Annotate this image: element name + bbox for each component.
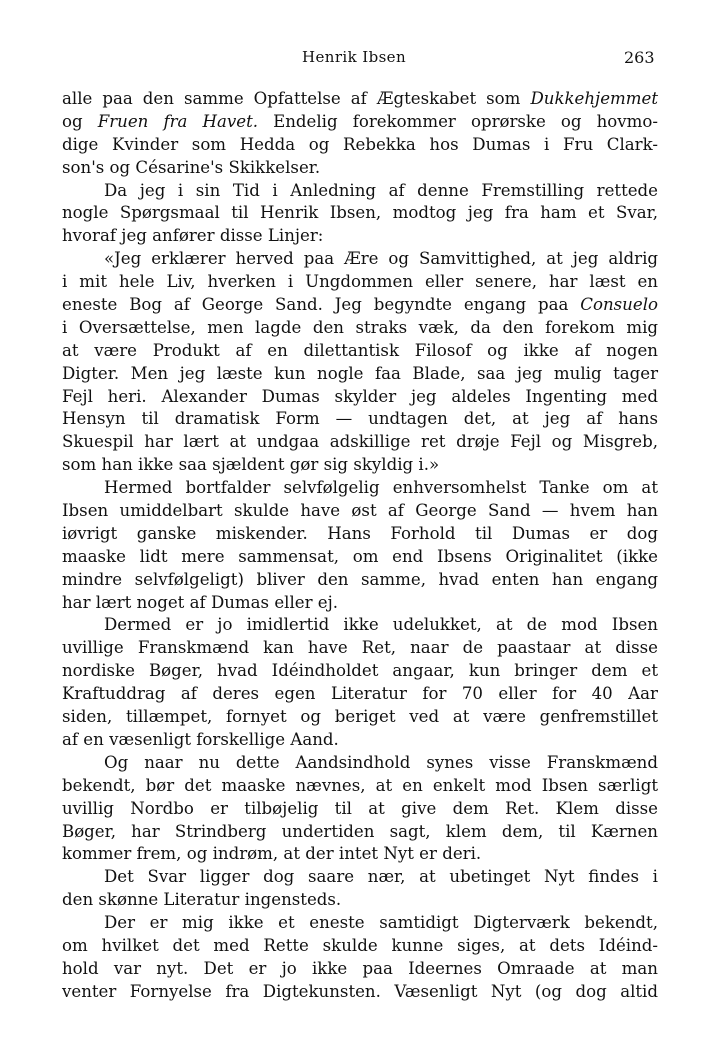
text-run: nogle Spørgsmaal til Henrik Ibsen, modtog jeg fra ham et Svar, bbox=[62, 203, 658, 223]
text-run: Dermed er jo imidlertid ikke udelukket, at de mod Ibsen bbox=[104, 615, 658, 635]
text-run: siden, tillæmpet, fornyet og beriget ved at være genfremstillet bbox=[62, 707, 658, 727]
text-run: maaske lidt mere sammensat, om end Ibsens Originalitet (ikke bbox=[62, 546, 658, 566]
text-run: uvillig Nordbo er tilbøjelig til at give dem Ret. Klem disse bbox=[62, 798, 658, 818]
text-line bbox=[62, 523, 658, 546]
text-run: mindre selvfølgeligt) bliver den samme, hvad enten han engang bbox=[62, 569, 658, 589]
text-run: af en væsenligt forskellige Aand. bbox=[62, 729, 339, 749]
text-line bbox=[62, 202, 658, 225]
text-line bbox=[62, 431, 658, 454]
text-run: Digter. Men jeg læste kun nogle faa Blade, saa jeg mulig tager bbox=[62, 363, 658, 383]
text-line bbox=[62, 248, 658, 271]
text-line bbox=[62, 981, 658, 1004]
running-header bbox=[0, 44, 712, 68]
text-line bbox=[62, 889, 658, 912]
italic-title: Fruen fra Havet. bbox=[97, 111, 259, 131]
text-run: Der er mig ikke et eneste samtidigt Digterværk bekendt, bbox=[104, 913, 658, 933]
text-line bbox=[62, 614, 658, 637]
text-run: Da jeg i sin Tid i Anledning af denne Fremstilling rettede bbox=[104, 180, 658, 200]
text-run: har lært noget af Dumas eller ej. bbox=[62, 592, 339, 612]
text-line bbox=[62, 546, 658, 569]
italic-title: Dukkehjemmet bbox=[530, 89, 658, 108]
text-line bbox=[62, 340, 658, 363]
text-line bbox=[62, 386, 658, 409]
text-run: Og naar nu dette Aandsindhold synes visse Franskmænd bbox=[104, 752, 658, 772]
text-line bbox=[62, 637, 658, 660]
text-run: Hermed bortfalder selvfølgelig enhversomhelst Tanke om at bbox=[104, 478, 658, 498]
text-line bbox=[62, 157, 658, 180]
text-run: Det Svar ligger dog saare nær, at ubetinget Nyt findes i bbox=[104, 867, 658, 887]
text-line bbox=[62, 843, 658, 866]
text-line bbox=[62, 798, 658, 821]
text-line bbox=[62, 775, 658, 798]
text-run: «Jeg erklærer herved paa Ære og Samvittighed, at jeg aldrig bbox=[104, 249, 658, 269]
text-line bbox=[62, 180, 658, 203]
text-run: nordiske Bøger, hvad Idéindholdet angaar, kun bringer dem et bbox=[62, 661, 658, 681]
text-run: Kraftuddrag af deres egen Literatur for 70 eller for 40 Aar bbox=[62, 684, 658, 704]
text-line bbox=[62, 569, 658, 592]
text-line bbox=[62, 477, 658, 500]
text-line bbox=[62, 225, 658, 248]
text-run: som han ikke saa sjældent gør sig skyldig i.» bbox=[62, 455, 440, 475]
text-line bbox=[62, 134, 658, 157]
text-line bbox=[62, 317, 658, 340]
text-run: Ibsen umiddelbart skulde have øst af George Sand — hvem han bbox=[62, 501, 658, 521]
text-run: hold var nyt. Det er jo ikke paa Ideernes Omraade at man bbox=[62, 958, 658, 978]
text-line bbox=[62, 912, 658, 935]
text-line bbox=[62, 363, 658, 386]
italic-title: Consuelo bbox=[580, 295, 658, 315]
text-run: dige Kvinder som Hedda og Rebekka hos Dumas i Fru Clark- bbox=[62, 134, 658, 154]
text-line bbox=[62, 271, 658, 294]
text-run: hvoraf jeg anfører disse Linjer: bbox=[62, 226, 324, 246]
text-run: at være Produkt af en dilettantisk Filosof og ikke af nogen bbox=[62, 340, 658, 360]
text-run: alle paa den samme Opfattelse af Ægteskabet som bbox=[62, 89, 531, 108]
text-run: bekendt, bør det maaske nævnes, at en enkelt mod Ibsen særligt bbox=[62, 775, 658, 795]
text-run: i Oversættelse, men lagde den straks væk, da den forekom mig bbox=[62, 317, 658, 337]
text-line bbox=[62, 294, 658, 317]
text-line bbox=[62, 958, 658, 981]
text-line bbox=[62, 88, 658, 111]
text-line bbox=[62, 500, 658, 523]
text-run: Endelig forekommer oprørske og hovmo- bbox=[258, 111, 659, 131]
text-run: den skønne Literatur ingensteds. bbox=[62, 890, 342, 910]
text-run: son's og Césarine's Skikkelser. bbox=[62, 157, 321, 177]
text-run: Fejl heri. Alexander Dumas skylder jeg aldeles Ingenting med bbox=[62, 386, 658, 406]
text-run: i mit hele Liv, hverken i Ungdommen eller senere, har læst en bbox=[62, 272, 658, 292]
text-line bbox=[62, 935, 658, 958]
text-line bbox=[62, 866, 658, 889]
text-line bbox=[62, 683, 658, 706]
body-text bbox=[62, 88, 658, 1004]
text-run: Bøger, har Strindberg undertiden sagt, klem dem, til Kærnen bbox=[62, 821, 658, 841]
text-run: Skuespil har lært at undgaa adskillige ret drøje Fejl og Misgreb, bbox=[62, 432, 658, 452]
text-line bbox=[62, 821, 658, 844]
text-run: uvillige Franskmænd kan have Ret, naar de paastaar at disse bbox=[62, 638, 658, 658]
text-line bbox=[62, 660, 658, 683]
text-line bbox=[62, 408, 658, 431]
text-line bbox=[62, 752, 658, 775]
text-line bbox=[62, 729, 658, 752]
text-line bbox=[62, 706, 658, 729]
text-run: og bbox=[62, 111, 98, 131]
text-run: Hensyn til dramatisk Form — undtagen det, at jeg af hans bbox=[62, 409, 658, 429]
text-run: eneste Bog af George Sand. Jeg begyndte engang paa bbox=[62, 295, 581, 315]
text-line bbox=[62, 454, 658, 477]
text-line bbox=[62, 592, 658, 615]
page-number: 263 bbox=[624, 48, 655, 67]
running-title: Henrik Ibsen bbox=[302, 48, 407, 66]
text-line bbox=[62, 111, 658, 134]
text-run: venter Fornyelse fra Digtekunsten. Væsenligt Nyt (og dog altid bbox=[62, 981, 658, 1001]
text-run: kommer frem, og indrøm, at der intet Nyt er deri. bbox=[62, 844, 482, 864]
text-run: iøvrigt ganske miskender. Hans Forhold til Dumas er dog bbox=[62, 523, 658, 543]
text-run: om hvilket det med Rette skulde kunne siges, at dets Idéind- bbox=[62, 935, 658, 955]
